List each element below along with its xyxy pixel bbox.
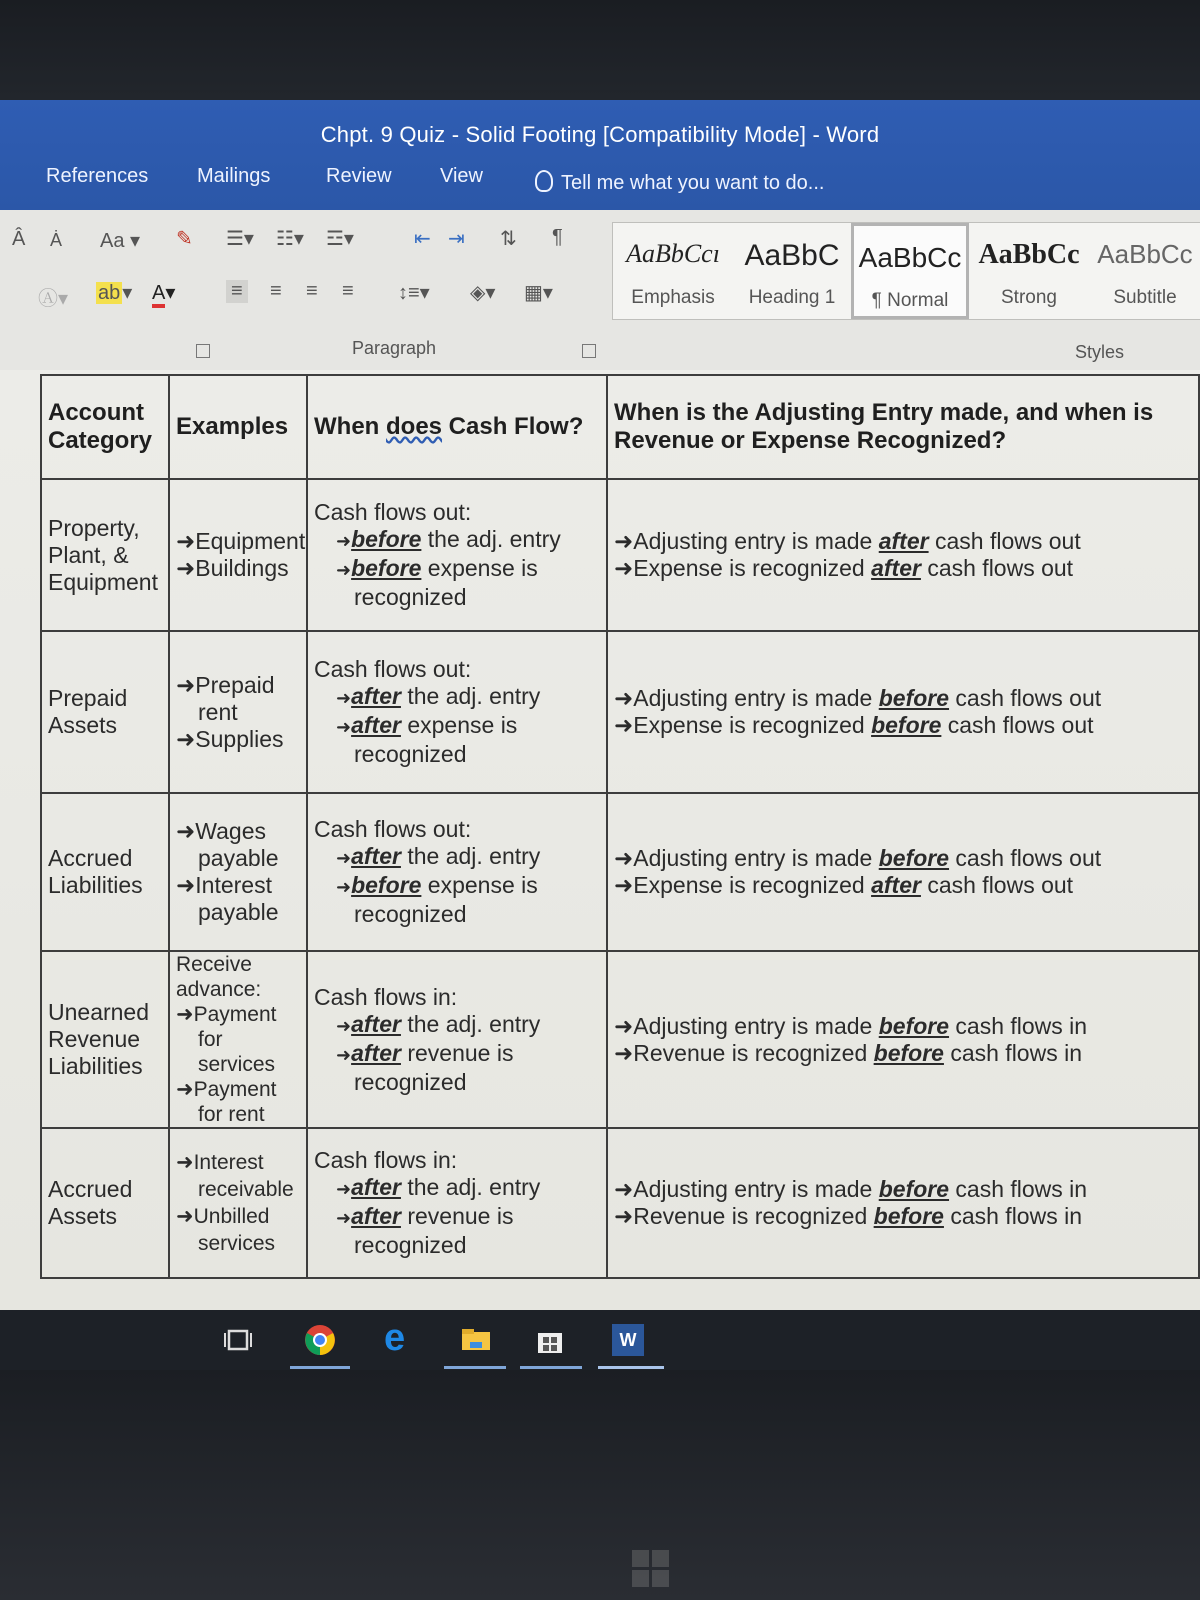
style-preview: AaBbCcı (626, 239, 720, 268)
header-adjusting-entry: When is the Adjusting Entry made, and when is Revenue or Expense Recognized? (607, 375, 1199, 479)
adj-text: ➜Expense is recognized (614, 712, 872, 738)
cash-flow-cell (307, 631, 607, 793)
adjusting-entries-table (40, 374, 1200, 1279)
flow-line (314, 872, 600, 901)
flow-line: recognized (354, 901, 467, 927)
keyword: before (871, 712, 942, 738)
line-spacing-icon[interactable]: ↕≡▾ (398, 282, 430, 304)
keyword: before (878, 685, 950, 711)
adj-text: cash flows in (943, 1203, 1082, 1229)
title-bar (0, 100, 1200, 210)
category-cell: Unearned Revenue Liabilities (41, 951, 169, 1128)
keyword: after (878, 528, 929, 554)
style-name: Emphasis (631, 287, 715, 308)
word-icon[interactable]: W (612, 1324, 644, 1356)
adj-text: ➜Adjusting entry is made (614, 845, 879, 871)
paragraph-dialog-launcher-icon[interactable] (582, 344, 596, 358)
highlight-icon[interactable]: ab ▾ (98, 282, 133, 304)
example-line: payable (198, 899, 279, 925)
example-line: for services (198, 1028, 276, 1076)
cash-flow-cell (307, 793, 607, 951)
clear-formatting-icon[interactable]: ✎ (176, 228, 193, 250)
style-name: Strong (1001, 287, 1057, 308)
keyword: before (878, 1012, 950, 1039)
keyword: after (351, 1010, 401, 1037)
table-row (41, 631, 1199, 793)
adj-line (614, 1176, 1192, 1203)
flow-line (314, 1203, 600, 1232)
align-left-icon[interactable]: ≡ (226, 280, 248, 303)
tell-me-search[interactable] (535, 170, 824, 195)
flow-head: Cash flows in: (314, 983, 458, 1010)
example-line: advance: (176, 978, 262, 1001)
flow-head: Cash flows out: (314, 816, 472, 842)
arrow-icon: ➜ (336, 531, 352, 551)
example-line: ➜Payment (176, 1078, 277, 1101)
table-row (41, 951, 1199, 1128)
keyword: after (351, 1174, 401, 1200)
lightbulb-icon (535, 170, 553, 192)
examples-cell (169, 1128, 307, 1278)
borders-icon[interactable]: ▦▾ (524, 282, 553, 304)
example-line: payable (198, 845, 279, 871)
keyword: after (351, 683, 401, 709)
keyword: after (351, 843, 401, 869)
style-preview: AaBbCc (978, 239, 1080, 270)
adj-text: ➜Adjusting entry is made (614, 1176, 879, 1202)
cash-flow-cell (307, 951, 607, 1128)
keyword: after (871, 872, 921, 898)
flow-line (314, 555, 600, 584)
flow-line (314, 1174, 600, 1203)
flow-text: expense is (400, 712, 518, 738)
task-view-icon[interactable] (222, 1324, 254, 1356)
font-color-icon[interactable]: A▾ (152, 280, 175, 305)
flow-line (314, 712, 600, 741)
keyword: before (873, 1039, 944, 1066)
adj-line (614, 1040, 1192, 1067)
example-line: for rent (198, 1103, 265, 1126)
text-effects-icon[interactable]: Ⓐ▾ (38, 288, 69, 310)
arrow-icon: ➜ (336, 560, 352, 580)
flow-line (314, 1040, 600, 1069)
adj-text: cash flows out (941, 712, 1094, 738)
adj-text: ➜Revenue is recognized (614, 1203, 874, 1229)
store-icon[interactable] (534, 1324, 566, 1356)
taskbar (0, 1310, 1200, 1370)
keyword: before (351, 526, 422, 552)
keyword: after (351, 1203, 401, 1229)
adj-text: ➜Adjusting entry is made (614, 1012, 879, 1039)
adj-text: ➜Revenue is recognized (614, 1039, 874, 1066)
adj-text: ➜Adjusting entry is made (614, 528, 879, 554)
style-name: Heading 1 (748, 287, 836, 308)
paragraph-group-label: Paragraph (352, 338, 437, 358)
monitor-bezel-bottom (0, 1370, 1200, 1600)
increase-indent-icon[interactable]: ⇥ (448, 228, 465, 250)
example-line: ➜Prepaid (176, 671, 275, 698)
example-line: ➜Buildings (176, 555, 289, 581)
flow-text: the adj. entry (400, 1010, 541, 1037)
example-line: ➜Supplies (176, 725, 284, 752)
ribbon (0, 210, 1200, 371)
chrome-active-indicator (290, 1366, 350, 1369)
styles-gallery (612, 222, 1200, 320)
adj-line (614, 845, 1192, 872)
table-row (41, 479, 1199, 631)
decrease-indent-icon[interactable]: ⇤ (414, 228, 431, 250)
adj-text: ➜Expense is recognized (614, 555, 872, 581)
adj-text: cash flows out (928, 528, 1081, 554)
change-case-label: Aa (100, 230, 125, 252)
table-row (41, 1128, 1199, 1278)
adj-text: ➜Expense is recognized (614, 872, 872, 898)
flow-head: Cash flows out: (314, 499, 472, 525)
tab-view[interactable]: View (440, 165, 483, 187)
flow-head: Cash flows in: (314, 1147, 458, 1173)
adjusting-cell (607, 793, 1199, 951)
arrow-icon: ➜ (336, 1208, 352, 1228)
bullets-icon[interactable]: ☰▾ (226, 228, 254, 250)
flow-text: the adj. entry (400, 843, 541, 869)
keyword: after (351, 1039, 401, 1066)
styles-group-label: Styles (1075, 342, 1125, 362)
spellcheck-word: does (386, 413, 443, 440)
flow-line: recognized (354, 1068, 467, 1095)
adj-text: cash flows out (920, 555, 1074, 581)
category-cell: Accrued Liabilities (41, 793, 169, 951)
flow-head: Cash flows out: (314, 656, 472, 682)
arrow-icon: ➜ (336, 1179, 352, 1199)
store-active-indicator (520, 1366, 582, 1369)
table-row (41, 793, 1199, 951)
flow-text: expense is (421, 872, 538, 898)
adj-line (614, 555, 1192, 582)
font-dialog-launcher-icon[interactable] (196, 344, 210, 358)
keyword: before (878, 1176, 950, 1202)
document-page[interactable] (0, 370, 1200, 1310)
example-line: rent (198, 698, 238, 725)
shrink-font-icon[interactable]: Ȧ (50, 230, 63, 250)
example-line: ➜Payment (176, 1003, 277, 1026)
category-cell: Accrued Assets (41, 1128, 169, 1278)
flow-text: the adj. entry (400, 1174, 541, 1200)
example-line: Receive (176, 953, 252, 976)
adj-text: ➜Adjusting entry is made (614, 685, 879, 711)
adj-text: cash flows in (949, 1176, 1088, 1202)
flow-text: revenue is (400, 1203, 514, 1229)
example-line: ➜Equipment (176, 528, 306, 554)
file-explorer-icon[interactable] (460, 1324, 492, 1356)
change-case-button[interactable]: Aa ▾ (100, 230, 141, 252)
flow-line (314, 843, 600, 872)
flow-text: expense is (421, 555, 538, 581)
show-formatting-icon[interactable]: ¶ (552, 226, 563, 248)
adj-text: cash flows out (949, 845, 1102, 871)
style-heading-1[interactable] (733, 223, 851, 319)
style-preview: AaBbCc (858, 242, 962, 273)
adj-line (614, 1203, 1192, 1230)
arrow-icon: ➜ (336, 1015, 352, 1036)
tell-me-text: Tell me what you want to do... (561, 172, 825, 194)
style-name: ¶ Normal (871, 290, 949, 311)
flow-line: recognized (354, 1232, 467, 1258)
header-examples: Examples (169, 375, 307, 479)
example-line: ➜Unbilled (176, 1205, 270, 1228)
example-line: ➜Interest (176, 1151, 264, 1174)
example-line: ➜Interest (176, 872, 272, 898)
window-title: Chpt. 9 Quiz - Solid Footing [Compatibility Mode] - Word (320, 122, 880, 147)
flow-line (314, 526, 600, 555)
keyword: before (878, 845, 950, 871)
flow-text: the adj. entry (421, 526, 561, 552)
sort-icon[interactable]: ⇅ (500, 228, 517, 250)
category-cell: Property, Plant, & Equipment (41, 479, 169, 631)
example-line: ➜Wages (176, 818, 267, 844)
tab-mailings[interactable]: Mailings (197, 165, 271, 187)
justify-icon[interactable]: ≡ (342, 280, 354, 302)
cash-flow-cell (307, 479, 607, 631)
flow-line (314, 683, 600, 712)
adjusting-cell (607, 631, 1199, 793)
arrow-icon: ➜ (336, 848, 352, 868)
tab-references[interactable]: References (46, 165, 149, 187)
header-account-category: Account Category (41, 375, 169, 479)
keyword: before (351, 872, 422, 898)
numbering-icon[interactable]: ☷▾ (276, 228, 304, 250)
adj-text: cash flows out (949, 685, 1102, 711)
windows-logo-icon (632, 1550, 670, 1588)
examples-cell (169, 793, 307, 951)
header-text: Cash Flow? (442, 413, 584, 440)
style-strong[interactable] (969, 223, 1089, 319)
tab-review[interactable]: Review (326, 165, 392, 187)
arrow-icon: ➜ (336, 877, 352, 897)
examples-cell (169, 631, 307, 793)
style-name: Subtitle (1113, 287, 1177, 308)
align-center-icon[interactable]: ≡ (270, 280, 282, 302)
adj-line (614, 872, 1192, 899)
style-subtitle[interactable] (1089, 223, 1200, 319)
explorer-active-indicator (444, 1366, 506, 1369)
adjusting-cell (607, 951, 1199, 1128)
style-preview: AaBbCc (1097, 239, 1193, 269)
adj-line (614, 685, 1192, 712)
flow-text: revenue is (400, 1039, 514, 1066)
keyword: before (351, 555, 422, 581)
shading-icon[interactable]: ◈▾ (470, 282, 496, 304)
table-header-row (41, 375, 1199, 479)
flow-line: recognized (354, 584, 467, 610)
adj-line (614, 1013, 1192, 1040)
flow-text: the adj. entry (400, 683, 541, 709)
keyword: before (873, 1203, 944, 1229)
chrome-icon[interactable] (304, 1324, 336, 1356)
multilevel-list-icon[interactable]: ☲▾ (326, 228, 354, 250)
examples-cell (169, 951, 307, 1128)
grow-font-icon[interactable]: Â (12, 228, 26, 250)
keyword: after (351, 712, 401, 738)
style-emphasis[interactable] (613, 223, 733, 319)
adj-text: cash flows out (920, 872, 1074, 898)
flow-line (314, 1011, 600, 1040)
adj-line (614, 528, 1192, 555)
monitor-bezel-top (0, 0, 1200, 100)
adj-text: cash flows in (943, 1039, 1082, 1066)
adj-text: cash flows in (949, 1012, 1088, 1039)
adjusting-cell (607, 479, 1199, 631)
header-text: When (314, 413, 386, 440)
cash-flow-cell (307, 1128, 607, 1278)
align-right-icon[interactable]: ≡ (306, 280, 318, 302)
style-normal[interactable] (851, 223, 969, 319)
header-when-cash-flow (307, 375, 607, 479)
style-preview: AaBbC (744, 239, 840, 272)
word-active-indicator (598, 1366, 664, 1369)
arrow-icon: ➜ (336, 717, 352, 737)
example-line: services (198, 1232, 276, 1255)
category-cell: Prepaid Assets (41, 631, 169, 793)
examples-cell (169, 479, 307, 631)
arrow-icon: ➜ (336, 688, 352, 708)
keyword: after (871, 555, 921, 581)
adjusting-cell (607, 1128, 1199, 1278)
edge-icon[interactable]: e (384, 1317, 406, 1359)
adj-line (614, 712, 1192, 739)
flow-line: recognized (354, 741, 467, 767)
example-line: receivable (198, 1178, 294, 1201)
arrow-icon: ➜ (336, 1044, 352, 1065)
